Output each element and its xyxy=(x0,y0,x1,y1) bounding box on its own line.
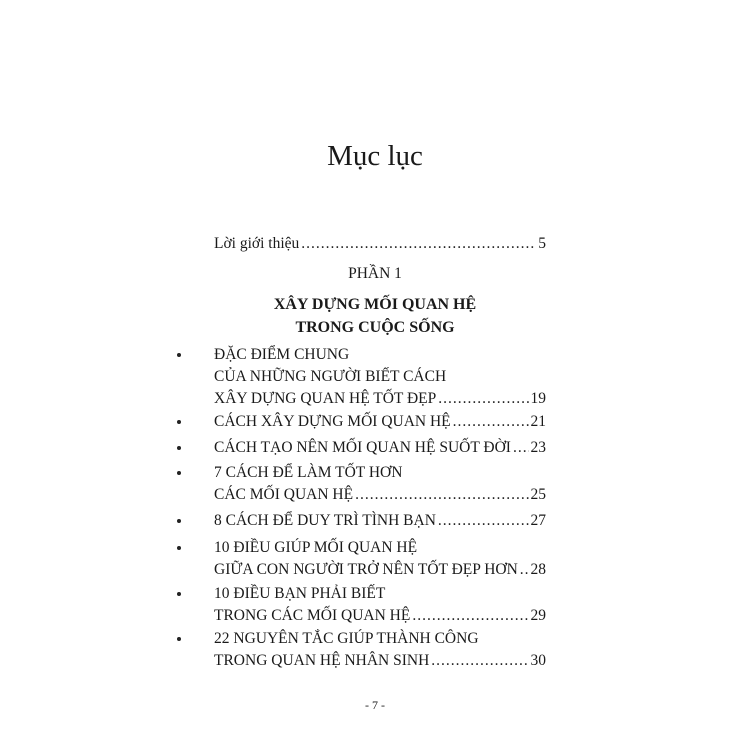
toc-entry-line xyxy=(214,388,546,410)
toc-entry[interactable] xyxy=(214,411,546,433)
part-title-line: TRONG CUỘC SỐNG xyxy=(295,319,455,336)
toc-entry[interactable] xyxy=(214,510,546,532)
toc-entry-line: CỦA NHỮNG NGƯỜI BIẾT CÁCH xyxy=(214,368,447,385)
toc-entry-label: 8 CÁCH ĐỂ DUY TRÌ TÌNH BẠN xyxy=(214,512,436,529)
toc-entry-line: 10 ĐIỀU GIÚP MỐI QUAN HỆ xyxy=(214,539,418,556)
toc-entry-page: 28 xyxy=(530,561,546,578)
page-number: - 7 - xyxy=(365,698,385,712)
bullet-icon xyxy=(177,353,181,357)
dot-leader xyxy=(301,233,536,255)
bullet-icon xyxy=(177,446,181,450)
dot-leader xyxy=(438,510,529,532)
page-title: Mục lục xyxy=(327,140,423,172)
toc-entry-label: CÁCH XÂY DỰNG MỐI QUAN HỆ xyxy=(214,413,451,430)
bullet-icon xyxy=(177,519,181,523)
dot-leader xyxy=(431,650,528,672)
bullet-icon xyxy=(177,637,181,641)
toc-entry-label: TRONG QUAN HỆ NHÂN SINH xyxy=(214,652,430,669)
toc-entry-line xyxy=(214,559,546,581)
dot-leader xyxy=(513,437,529,459)
toc-entry-page: 29 xyxy=(530,607,546,624)
toc-entry[interactable] xyxy=(214,437,546,459)
toc-entry-line xyxy=(214,233,546,255)
toc-entry[interactable] xyxy=(214,583,546,627)
toc-entry-line xyxy=(214,484,546,506)
toc-entry-label: TRONG CÁC MỐI QUAN HỆ xyxy=(214,607,411,624)
toc-entry-line xyxy=(214,605,546,627)
toc-entry-line xyxy=(214,650,546,672)
toc-entry-label: GIỮA CON NGƯỜI TRỞ NÊN TỐT ĐẸP HƠN xyxy=(214,561,518,578)
toc-entry-label: Lời giới thiệu xyxy=(214,235,300,252)
dot-leader xyxy=(453,411,529,433)
toc-entry-line xyxy=(214,437,546,459)
toc-entry-line xyxy=(214,411,546,433)
toc-entry-page: 23 xyxy=(530,439,546,456)
toc-entry-page: 5 xyxy=(538,235,546,252)
toc-entry-page: 27 xyxy=(530,512,546,529)
bullet-icon xyxy=(177,592,181,596)
part-title-line: XÂY DỰNG MỐI QUAN HỆ xyxy=(273,296,477,313)
toc-entry-label: CÁCH TẠO NÊN MỐI QUAN HỆ SUỐT ĐỜI xyxy=(214,439,511,456)
toc-entry-line xyxy=(214,510,546,532)
bullet-icon xyxy=(177,471,181,475)
part-title xyxy=(0,293,750,339)
bullet-icon xyxy=(177,546,181,550)
toc-entry[interactable] xyxy=(214,628,546,672)
toc-entry-line: 10 ĐIỀU BẠN PHẢI BIẾT xyxy=(214,585,386,602)
toc-entry-label: CÁC MỐI QUAN HỆ xyxy=(214,486,354,503)
toc-entry-line: 7 CÁCH ĐỂ LÀM TỐT HƠN xyxy=(214,464,403,481)
toc-entry[interactable] xyxy=(214,462,546,506)
toc-entry-page: 25 xyxy=(530,486,546,503)
toc-entry-page: 21 xyxy=(530,413,546,430)
bullet-icon xyxy=(177,420,181,424)
toc-entry-intro[interactable] xyxy=(214,233,546,255)
dot-leader xyxy=(438,388,528,410)
dot-leader xyxy=(520,559,529,581)
toc-entry-line: 22 NGUYÊN TẮC GIÚP THÀNH CÔNG xyxy=(214,630,479,647)
toc-entry-page: 19 xyxy=(530,390,546,407)
toc-entry-line: ĐẶC ĐIỂM CHUNG xyxy=(214,346,350,363)
dot-leader xyxy=(355,484,528,506)
part-label: PHẦN 1 xyxy=(348,265,402,282)
toc-entry-label: XÂY DỰNG QUAN HỆ TỐT ĐẸP xyxy=(214,390,437,407)
toc-entry-page: 30 xyxy=(530,652,546,669)
dot-leader xyxy=(412,605,528,627)
toc-entry[interactable] xyxy=(214,344,546,410)
toc-entry[interactable] xyxy=(214,537,546,581)
